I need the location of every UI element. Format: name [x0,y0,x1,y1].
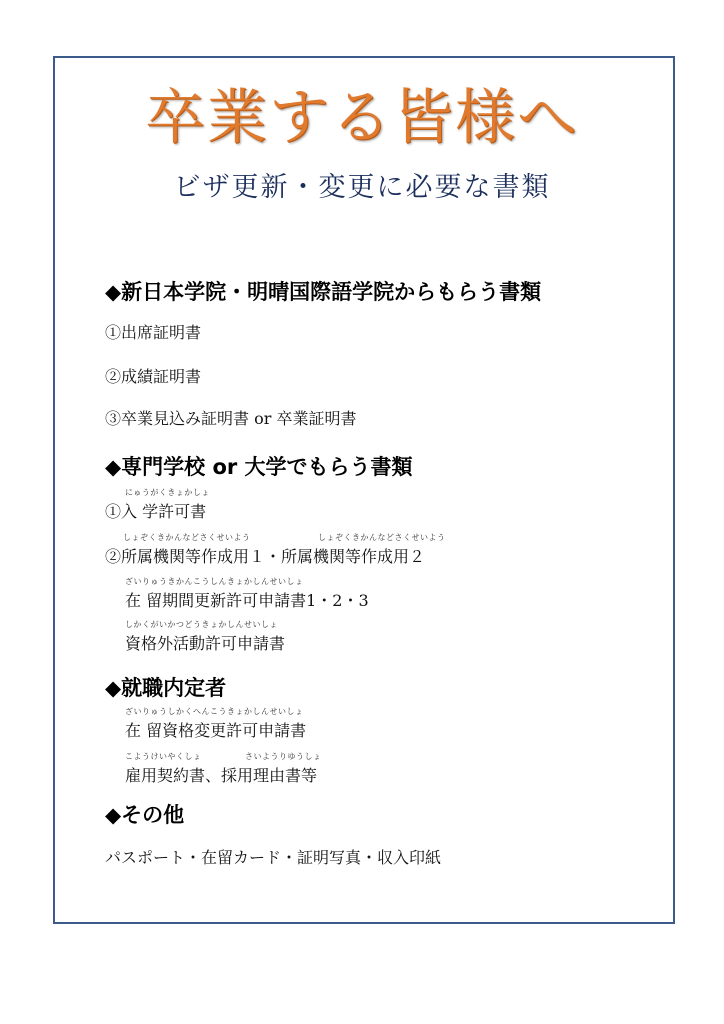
list-item [125,620,286,655]
furigana: ざいりゅうしかくへんこうきょかしんせいしょ [125,707,304,716]
furigana: さいようりゆうしょ [245,752,322,761]
list-item [125,707,307,742]
furigana: こようけいやくしょ [125,752,202,761]
list-item [125,577,369,612]
section-heading-job-offer: ◆就職内定者 [105,676,227,700]
list-item-text: 在 留期間更新許可申請書1・2・3 [125,591,369,610]
section-heading-college-documents: ◆専門学校 or 大学でもらう書類 [105,455,413,479]
furigana: しょぞくきかんなどさくせいよう [318,533,446,542]
list-item: パスポート・在留カード・証明写真・収入印紙 [105,848,442,867]
section-heading-other: ◆その他 [105,803,185,827]
list-item: ③卒業見込み証明書 or 卒業証明書 [105,409,357,428]
list-item-text: 雇用契約書、採用理由書等 [125,766,318,785]
page-subtitle: ビザ更新・変更に必要な書類 [173,172,551,203]
list-item-text: ①入 学許可書 [105,502,207,521]
section-heading-school-documents: ◆新日本学院・明晴国際語学院からもらう書類 [105,280,542,304]
page-title: 卒業する皆様へ [145,83,579,153]
furigana: しょぞくきかんなどさくせいよう [123,533,251,542]
furigana: にゅうがくきょかしょ [125,488,210,497]
list-item [105,488,210,523]
list-item [105,533,446,568]
list-item: ②成績証明書 [105,367,202,386]
list-item: ①出席証明書 [105,323,202,342]
list-item-text: 在 留資格変更許可申請書 [125,721,307,740]
furigana: しかくがいかつどうきょかしんせいしょ [125,620,278,629]
list-item-text: 資格外活動許可申請書 [125,634,286,653]
list-item [125,752,322,787]
list-item-text: ②所属機関等作成用１・所属機関等作成用２ [105,547,426,566]
furigana: ざいりゅうきかんこうしんきょかしんせいしょ [125,577,304,586]
